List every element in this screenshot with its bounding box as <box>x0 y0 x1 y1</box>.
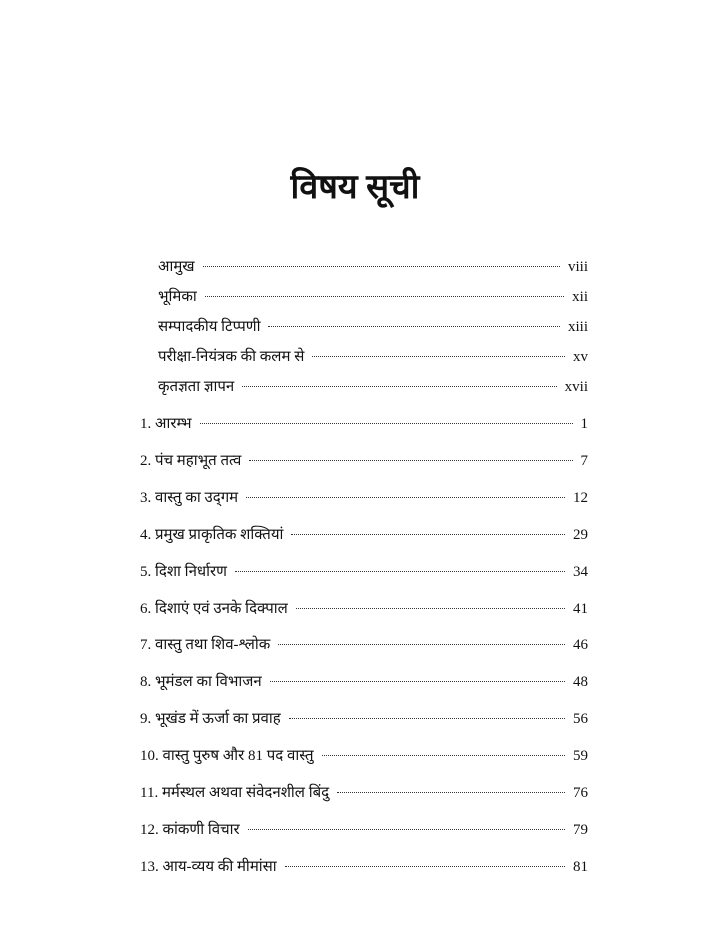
dot-leader <box>203 266 560 267</box>
toc-entry-title: कृतज्ञता ज्ञापन <box>158 379 235 395</box>
toc-entry[interactable] <box>140 524 588 546</box>
page-title: विषय सूची <box>290 169 420 206</box>
toc-entry-title: भूमिका <box>158 289 197 305</box>
toc-entry-page: 56 <box>573 711 588 728</box>
toc-entry[interactable] <box>140 782 588 804</box>
toc-entry-title: परीक्षा-नियंत्रक की कलम से <box>158 349 305 365</box>
toc-entry-title: आमुख <box>158 259 195 275</box>
toc-entry[interactable] <box>140 561 588 583</box>
dot-leader <box>268 326 560 327</box>
toc-entry-title: 4. प्रमुख प्राकृतिक शक्तियां <box>140 526 284 543</box>
toc-entry[interactable] <box>158 316 588 338</box>
toc-entry[interactable] <box>140 413 588 435</box>
toc-entry-title: 9. भूखंड में ऊर्जा का प्रवाह <box>140 711 281 728</box>
dot-leader <box>322 755 565 756</box>
dot-leader <box>278 644 565 645</box>
toc-entry-page: 41 <box>573 600 588 617</box>
toc-entry-page: viii <box>567 259 588 275</box>
toc-entry-title: 13. आय-व्यय की मीमांसा <box>140 858 277 875</box>
toc-entry-title: 6. दिशाएं एवं उनके दिक्पाल <box>140 600 288 617</box>
dot-leader <box>246 497 565 498</box>
dot-leader <box>270 681 565 682</box>
toc-entry[interactable] <box>140 598 588 620</box>
dot-leader <box>235 571 565 572</box>
toc-entry[interactable] <box>158 286 588 308</box>
toc-entry[interactable] <box>140 745 588 767</box>
toc-entry[interactable] <box>140 708 588 730</box>
dot-leader <box>285 866 565 867</box>
toc-entry[interactable] <box>140 634 588 656</box>
toc-entry-page: 76 <box>573 785 588 801</box>
dot-leader <box>242 386 556 387</box>
toc-entry[interactable] <box>140 856 588 878</box>
toc-entry[interactable] <box>158 346 588 368</box>
toc-entry-page: 7 <box>580 452 588 469</box>
toc-entry-page: xvii <box>564 379 588 395</box>
dot-leader <box>337 792 565 793</box>
toc-entry-page: xv <box>573 349 588 365</box>
dot-leader <box>249 460 572 461</box>
dot-leader <box>296 608 565 609</box>
toc-entry[interactable] <box>140 819 588 841</box>
toc-entry-title: 11. मर्मस्थल अथवा संवेदनशील बिंदु <box>140 785 330 801</box>
toc-entry[interactable] <box>140 450 588 472</box>
toc-entry-page: 48 <box>573 674 588 691</box>
toc-entry[interactable] <box>140 487 588 509</box>
dot-leader <box>248 829 565 830</box>
toc-entry-page: 81 <box>573 858 588 875</box>
dot-leader <box>291 534 565 535</box>
toc-entry-page: 79 <box>573 821 588 838</box>
toc-entry[interactable] <box>140 671 588 693</box>
toc-entry-page: 46 <box>573 637 588 654</box>
toc-entry-title: सम्पादकीय टिप्पणी <box>158 319 261 335</box>
toc-entry-title: 10. वास्तु पुरुष और 81 पद वास्तु <box>140 748 314 765</box>
toc-entry[interactable] <box>158 256 588 278</box>
toc-entry-title: 8. भूमंडल का विभाजन <box>140 674 262 691</box>
toc-entry-title: 3. वास्तु का उद्‌गम <box>140 489 239 506</box>
toc-entry-page: 29 <box>573 526 588 543</box>
toc-entry-page: 59 <box>573 748 588 765</box>
dot-leader <box>200 423 573 424</box>
toc-entry-title: 1. आरम्भ <box>140 416 192 432</box>
toc-entry-title: 5. दिशा निर्धारण <box>140 563 227 580</box>
toc-entry-page: 12 <box>573 489 588 506</box>
toc-entry-page: 1 <box>580 416 588 432</box>
dot-leader <box>289 718 565 719</box>
toc-entry-page: xii <box>572 289 588 305</box>
dot-leader <box>312 356 565 357</box>
toc-entry[interactable] <box>158 376 588 398</box>
toc-entry-title: 12. कांकणी विचार <box>140 821 240 838</box>
dot-leader <box>205 296 564 297</box>
toc-entry-page: 34 <box>573 563 588 580</box>
toc-entry-title: 2. पंच महाभूत तत्व <box>140 452 242 469</box>
toc-entry-title: 7. वास्तु तथा शिव-श्लोक <box>140 637 271 654</box>
toc-entry-page: xiii <box>567 319 588 335</box>
